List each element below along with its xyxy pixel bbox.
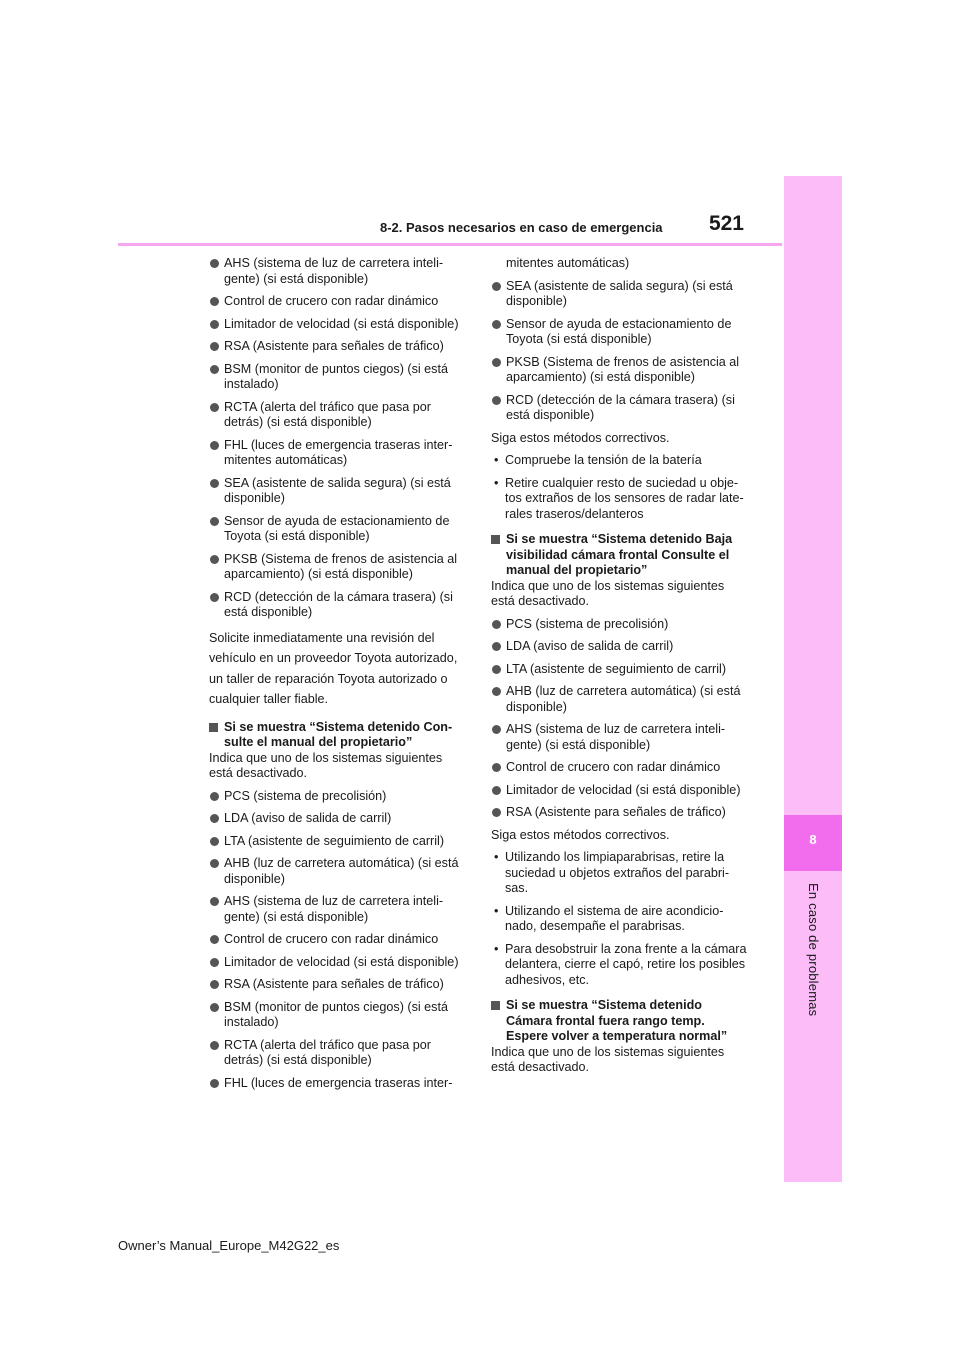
sub-body: Indica que uno de los sistemas siguientes está desactivado.	[491, 1044, 725, 1074]
dot-item: • Utilizando los limpiaparabrisas, retire la suciedad u objetos extraños del parabri-sas.	[491, 850, 749, 897]
list-item: Limitador de velocidad (si está disponible)	[209, 317, 467, 333]
list-item: Limitador de velocidad (si está disponible)	[209, 955, 467, 971]
list-item: LTA (asistente de seguimiento de carril)	[491, 662, 749, 678]
list-item: Control de crucero con radar dinámico	[491, 760, 749, 776]
list-item: SEA (asistente de salida segura) (si está disponible)	[491, 279, 749, 310]
sub-body: Indica que uno de los sistemas siguientes está desactivado.	[209, 750, 443, 780]
dot-item: • Para desobstruir la zona frente a la cámara delantera, cierre el capó, retire los posibles adhesivos, etc.	[491, 942, 749, 989]
paragraph: Siga estos métodos correctivos.	[491, 430, 670, 445]
list-item: BSM (monitor de puntos ciegos) (si está instalado)	[209, 362, 467, 393]
page-number: 521	[708, 212, 744, 235]
section-title: 8-2. Pasos necesarios en caso de emergencia	[380, 220, 663, 235]
list-item: BSM (monitor de puntos ciegos) (si está instalado)	[209, 1000, 467, 1031]
list-item: RCTA (alerta del tráfico que pasa por detrás) (si está disponible)	[209, 1038, 467, 1069]
list-item: AHS (sistema de luz de carretera inteli-gente) (si está disponible)	[209, 894, 467, 925]
dot-item: • Utilizando el sistema de aire acondicio-nado, desempañe el parabrisas.	[491, 904, 749, 935]
list-item: PCS (sistema de precolisión)	[209, 789, 467, 805]
list-item: PCS (sistema de precolisión)	[491, 617, 749, 633]
list-item: Control de crucero con radar dinámico	[209, 932, 467, 948]
list-item: RSA (Asistente para señales de tráfico)	[209, 977, 467, 993]
list-item: AHS (sistema de luz de carretera inteli-gente) (si está disponible)	[209, 256, 467, 287]
page-header	[380, 210, 744, 254]
paragraph: Solicite inmediatamente una revisión del vehículo en un proveedor Toyota autorizado, un taller de reparación Toyota autorizado o cualquier taller fiable.	[209, 630, 458, 706]
list-item: Sensor de ayuda de estacionamiento de Toyota (si está disponible)	[209, 514, 467, 545]
chapter-side-tab	[784, 176, 842, 1182]
dot-item: • Compruebe la tensión de la batería	[491, 453, 749, 469]
list-item: FHL (luces de emergencia traseras inter-	[209, 1076, 467, 1092]
paragraph: Siga estos métodos correctivos.	[491, 827, 670, 842]
sub-heading: Si se muestra “Sistema detenido Con-sulte el manual del propietario”	[209, 720, 467, 751]
left-column	[209, 256, 467, 1098]
list-item: RCTA (alerta del tráfico que pasa por detrás) (si está disponible)	[209, 400, 467, 431]
list-item: AHS (sistema de luz de carretera inteli-gente) (si está disponible)	[491, 722, 749, 753]
sub-body: Indica que uno de los sistemas siguientes está desactivado.	[491, 578, 725, 608]
list-item: RSA (Asistente para señales de tráfico)	[209, 339, 467, 355]
sub-heading: Si se muestra “Sistema detenido Baja visibilidad cámara frontal Consulte el manual del propietario”	[491, 532, 749, 579]
list-item: LDA (aviso de salida de carril)	[209, 811, 467, 827]
footer-text: Owner’s Manual_Europe_M42G22_es	[118, 1238, 340, 1253]
dot-item: • Retire cualquier resto de suciedad u obje-tos extraños de los sensores de radar late-rales traseros/delanteros	[491, 476, 749, 523]
list-item: PKSB (Sistema de frenos de asistencia al aparcamiento) (si está disponible)	[491, 355, 749, 386]
list-item: RCD (detección de la cámara trasera) (si está disponible)	[491, 393, 749, 424]
list-item: FHL (luces de emergencia traseras inter-mitentes automáticas)	[209, 438, 467, 469]
chapter-label: En caso de problemas	[806, 883, 821, 1017]
list-item: SEA (asistente de salida segura) (si está disponible)	[209, 476, 467, 507]
list-item: Control de crucero con radar dinámico	[209, 294, 467, 310]
right-column	[491, 256, 749, 1083]
list-item: RSA (Asistente para señales de tráfico)	[491, 805, 749, 821]
list-item: LDA (aviso de salida de carril)	[491, 639, 749, 655]
sub-heading: Si se muestra “Sistema detenido Cámara frontal fuera rango temp. Espere volver a temperatura normal”	[491, 998, 749, 1045]
list-item-continuation: mitentes automáticas)	[506, 256, 630, 270]
list-item: LTA (asistente de seguimiento de carril)	[209, 834, 467, 850]
list-item: AHB (luz de carretera automática) (si está disponible)	[209, 856, 467, 887]
list-item: AHB (luz de carretera automática) (si está disponible)	[491, 684, 749, 715]
list-item: Sensor de ayuda de estacionamiento de Toyota (si está disponible)	[491, 317, 749, 348]
chapter-number: 8	[809, 832, 817, 847]
list-item: RCD (detección de la cámara trasera) (si está disponible)	[209, 590, 467, 621]
list-item: PKSB (Sistema de frenos de asistencia al aparcamiento) (si está disponible)	[209, 552, 467, 583]
list-item: Limitador de velocidad (si está disponible)	[491, 783, 749, 799]
